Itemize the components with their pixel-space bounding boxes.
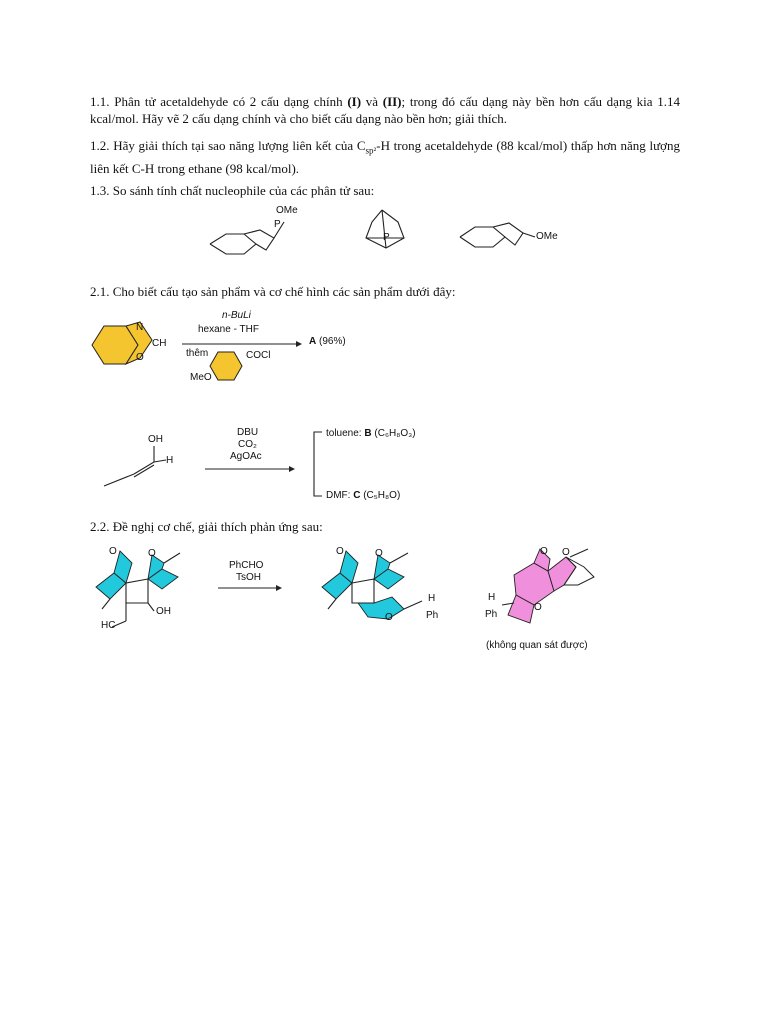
question-2-1: 2.1. Cho biết cấu tạo sản phẩm và cơ chế hình các sản phẩm dưới đây: [90,284,456,299]
document-page: 1.1. Phân tử acetaldehyde có 2 cấu dạng chính (I) và (II); trong đó cấu dạng này bền hơn cấu dạng kia 1.14 kcal/mol. Hãy vẽ 2 cấu dạng chính và cho biết cấu dạng nào bền hơn; giải thích. 1.2. Hãy giải thích tại sao năng lượng liên kết của $C_{sp^2}-H$ trong acetaldehyde (88 kcal/mol) thấp hơn năng lượng liên kết C-H trong ethane (98 kcal/mol). 1.3. So sánh tính chất nucleophile của các phân tử sau: OMe P P OMe 2.1. Cho biết cấu tạo sản phẩm và cơ chế hình các sản phẩm dưới đây: N CH O n-BuLi hexane - THF thêm COCl MeO A (96%) OH H DBU CO₂ AgOAc toluene: B (C₆H₈O₃) DMF: C (C₅H₈O) 2.2. Đề nghị cơ chế, giải thích phản ứng sau: O O HC OH PhCHO TsOH O O O H Ph O O O H Ph (không quan sát được) [90,94,681,651]
not-observed-note: (không quan sát được) [486,640,588,651]
product-a: A (96%) [309,336,346,347]
question-1-3: 1.3. So sánh tính chất nucleophile của các phân tử sau: [90,183,375,198]
question-1-1: 1.1. Phân tử acetaldehyde có 2 cấu dạng chính (I) và (II); trong đó cấu dạng này bền hơn cấu dạng kia 1.14 kcal/mol. Hãy vẽ 2 cấu dạng chính và cho biết cấu dạng nào bền hơn; giải thích. [90,94,680,126]
product-b: toluene: B (C₆H₈O₃) [326,428,416,439]
unobserved-isomer [484,545,604,635]
reaction-arrow [182,340,302,348]
question-2-2: 2.2. Đề nghị cơ chế, giải thích phản ứng sau: [90,519,323,534]
butynol-structure [100,432,190,492]
reaction-arrow [218,584,282,592]
anisoyl-ring [210,348,250,384]
reaction-arrow [205,465,295,473]
question-number: 1.1. [90,94,110,109]
branch-bracket [312,428,326,502]
bicyclic-phosphite-1 [200,200,330,270]
product-c: DMF: C (C₅H₈O) [326,490,401,501]
question-1-2: 1.2. Hãy giải thích tại sao năng lượng liên kết của $C_{sp^2}-H$ trong acetaldehyde (88 kcal/mol) thấp hơn năng lượng liên kết C-H trong ethane (98 kcal/mol). [90,138,681,176]
